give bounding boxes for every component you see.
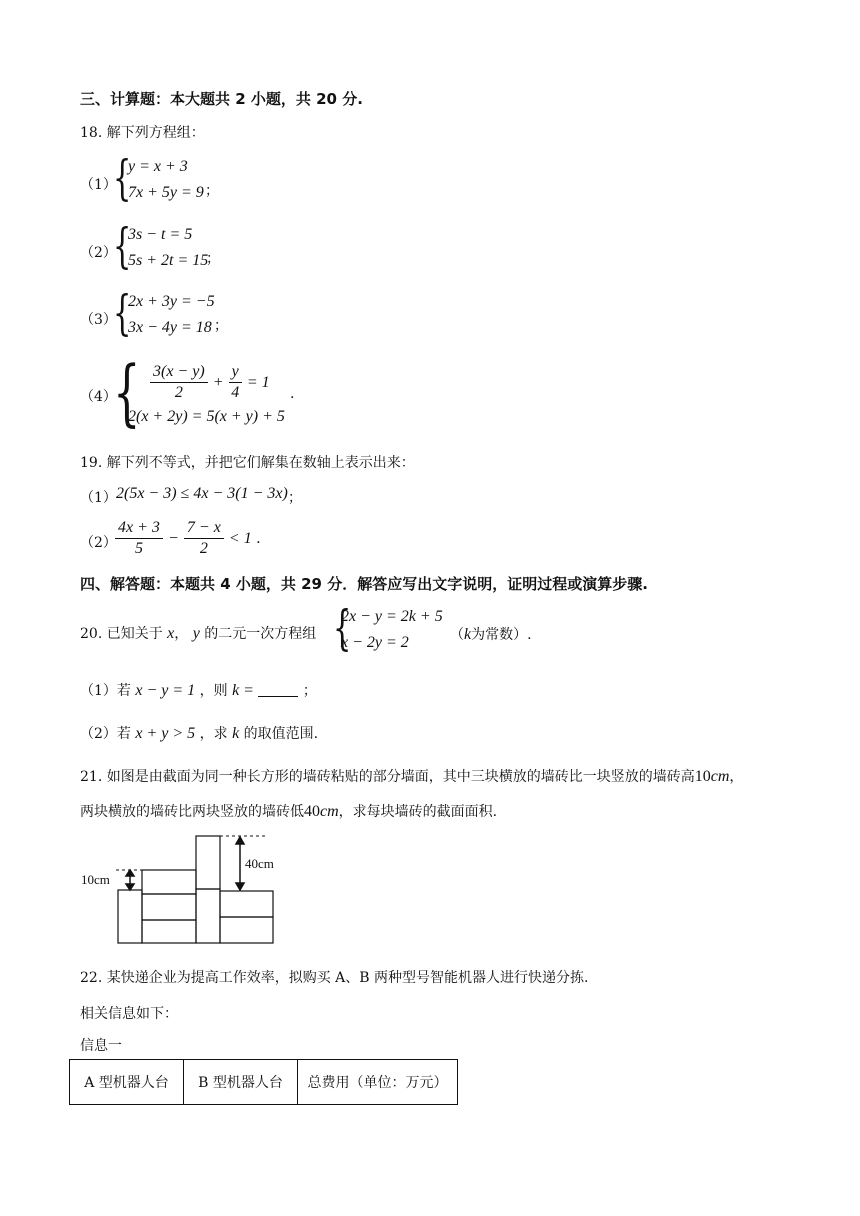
q18-p1-eq2: 7x + 5y = 9	[128, 184, 204, 201]
table-header-total: 总费用（单位：万元）	[298, 1060, 458, 1105]
q18-p4-eq2: 2(x + 2y) = 5(x + y) + 5	[128, 408, 285, 425]
q21-label-40cm: 40cm	[245, 856, 274, 871]
q18-p4-eq1: $\frac{3(x - y)}{2}$ + $\frac{y}{4}$ = 1	[150, 362, 270, 403]
q18-p1-label: （1）	[80, 177, 117, 193]
q20-note: （k为常数）.	[450, 626, 532, 643]
q19-p2-frac1: $\frac{4x + 3}{5}$	[115, 518, 163, 559]
q21-tile-horizontal-bottom	[142, 920, 196, 943]
q18-p2-eq1: 3s − t = 5	[128, 226, 193, 243]
q21-label-10cm: 10cm	[81, 872, 110, 887]
q19-p2-expr: $\frac{4x + 3}{5}$ − $\frac{7 - x}{2}$ < 1 .	[115, 518, 261, 559]
q18-p4-frac1: $\frac{3(x - y)}{2}$	[150, 362, 208, 403]
q21-tile-horizontal-top	[142, 870, 196, 894]
q21-tile-right-upper	[220, 891, 273, 917]
q18-p1-end: ；	[205, 183, 219, 199]
q18-p1-eq1: y = x + 3	[128, 158, 188, 175]
q18-p4-brace: {	[113, 350, 141, 434]
q18-p2-eq2: 5s + 2t = 15	[128, 252, 209, 269]
q18-p3-label: （3）	[80, 312, 117, 328]
q19-p1-end: ；	[288, 490, 302, 506]
q18-p1-brace: {	[113, 150, 132, 206]
q19-stem: 19. 解下列不等式，并把它们解集在数轴上表示出来：	[80, 455, 415, 471]
q19-p1-label: （1）	[80, 490, 117, 506]
q18-p4-label: （4）	[80, 389, 117, 405]
q22-info1: 信息一	[80, 1038, 122, 1054]
section-4-title: 四、解答题：本题共 4 小题，共 29 分．解答应写出文字说明，证明过程或演算步骤.	[80, 575, 648, 593]
q22-info-intro: 相关信息如下：	[80, 1006, 178, 1022]
q21-tile-right-lower	[220, 917, 273, 943]
q20-p1: （1）若 x − y = 1 ，则 k = ；	[80, 682, 317, 699]
q18-stem: 18. 解下列方程组：	[80, 125, 205, 141]
q20-eq2: x − 2y = 2	[341, 634, 409, 651]
q20-brace: {	[333, 600, 352, 656]
q21-tile-vertical-lower	[196, 889, 220, 943]
q18-p2-end: ；	[206, 251, 220, 267]
table-header-b: B 型机器人台	[184, 1060, 298, 1105]
table-header-a: A 型机器人台	[70, 1060, 184, 1105]
q21-line2: 两块横放的墙砖比两块竖放的墙砖低40cm，求每块墙砖的截面面积.	[80, 803, 498, 820]
q21-tile-vertical-upper	[196, 836, 220, 889]
q19-p2-frac2: $\frac{7 - x}{2}$	[184, 518, 224, 559]
q21-tile-vertical-left	[118, 890, 142, 943]
q22-info-table	[69, 1059, 458, 1105]
table-row	[70, 1060, 458, 1105]
q18-p4-end: .	[290, 386, 295, 402]
q18-p2-label: （2）	[80, 245, 117, 261]
q21-tile-horizontal-mid	[142, 894, 196, 920]
q18-p3-eq1: 2x + 3y = −5	[128, 293, 215, 310]
q18-p3-end: ；	[214, 318, 228, 334]
section-3-title: 三、计算题：本大题共 2 小题，共 20 分.	[80, 90, 363, 108]
q20-stem: 20. 已知关于 x， y 的二元一次方程组	[80, 625, 317, 642]
q21-wall-tile-figure	[78, 830, 288, 950]
q18-p3-brace: {	[113, 285, 132, 341]
q18-p3-eq2: 3x − 4y = 18	[128, 319, 212, 336]
q20-p1-answer-blank	[258, 682, 298, 697]
q20-p2: （2）若 x + y > 5 ，求 k 的取值范围.	[80, 725, 319, 742]
q21-line1: 21. 如图是由截面为同一种长方形的墙砖粘贴的部分墙面，其中三块横放的墙砖比一块竖放的墙砖高10cm，	[80, 768, 744, 785]
q18-p2-brace: {	[113, 218, 132, 274]
q19-p1-expr: 2(5x − 3) ≤ 4x − 3(1 − 3x)	[116, 485, 288, 502]
q18-p4-frac2: $\frac{y}{4}$	[229, 362, 242, 403]
q20-eq1: 2x − y = 2k + 5	[341, 608, 443, 625]
q19-p2-label: （2）	[80, 535, 117, 551]
q22-stem: 22. 某快递企业为提高工作效率，拟购买 A、B 两种型号智能机器人进行快递分拣.	[80, 970, 589, 986]
